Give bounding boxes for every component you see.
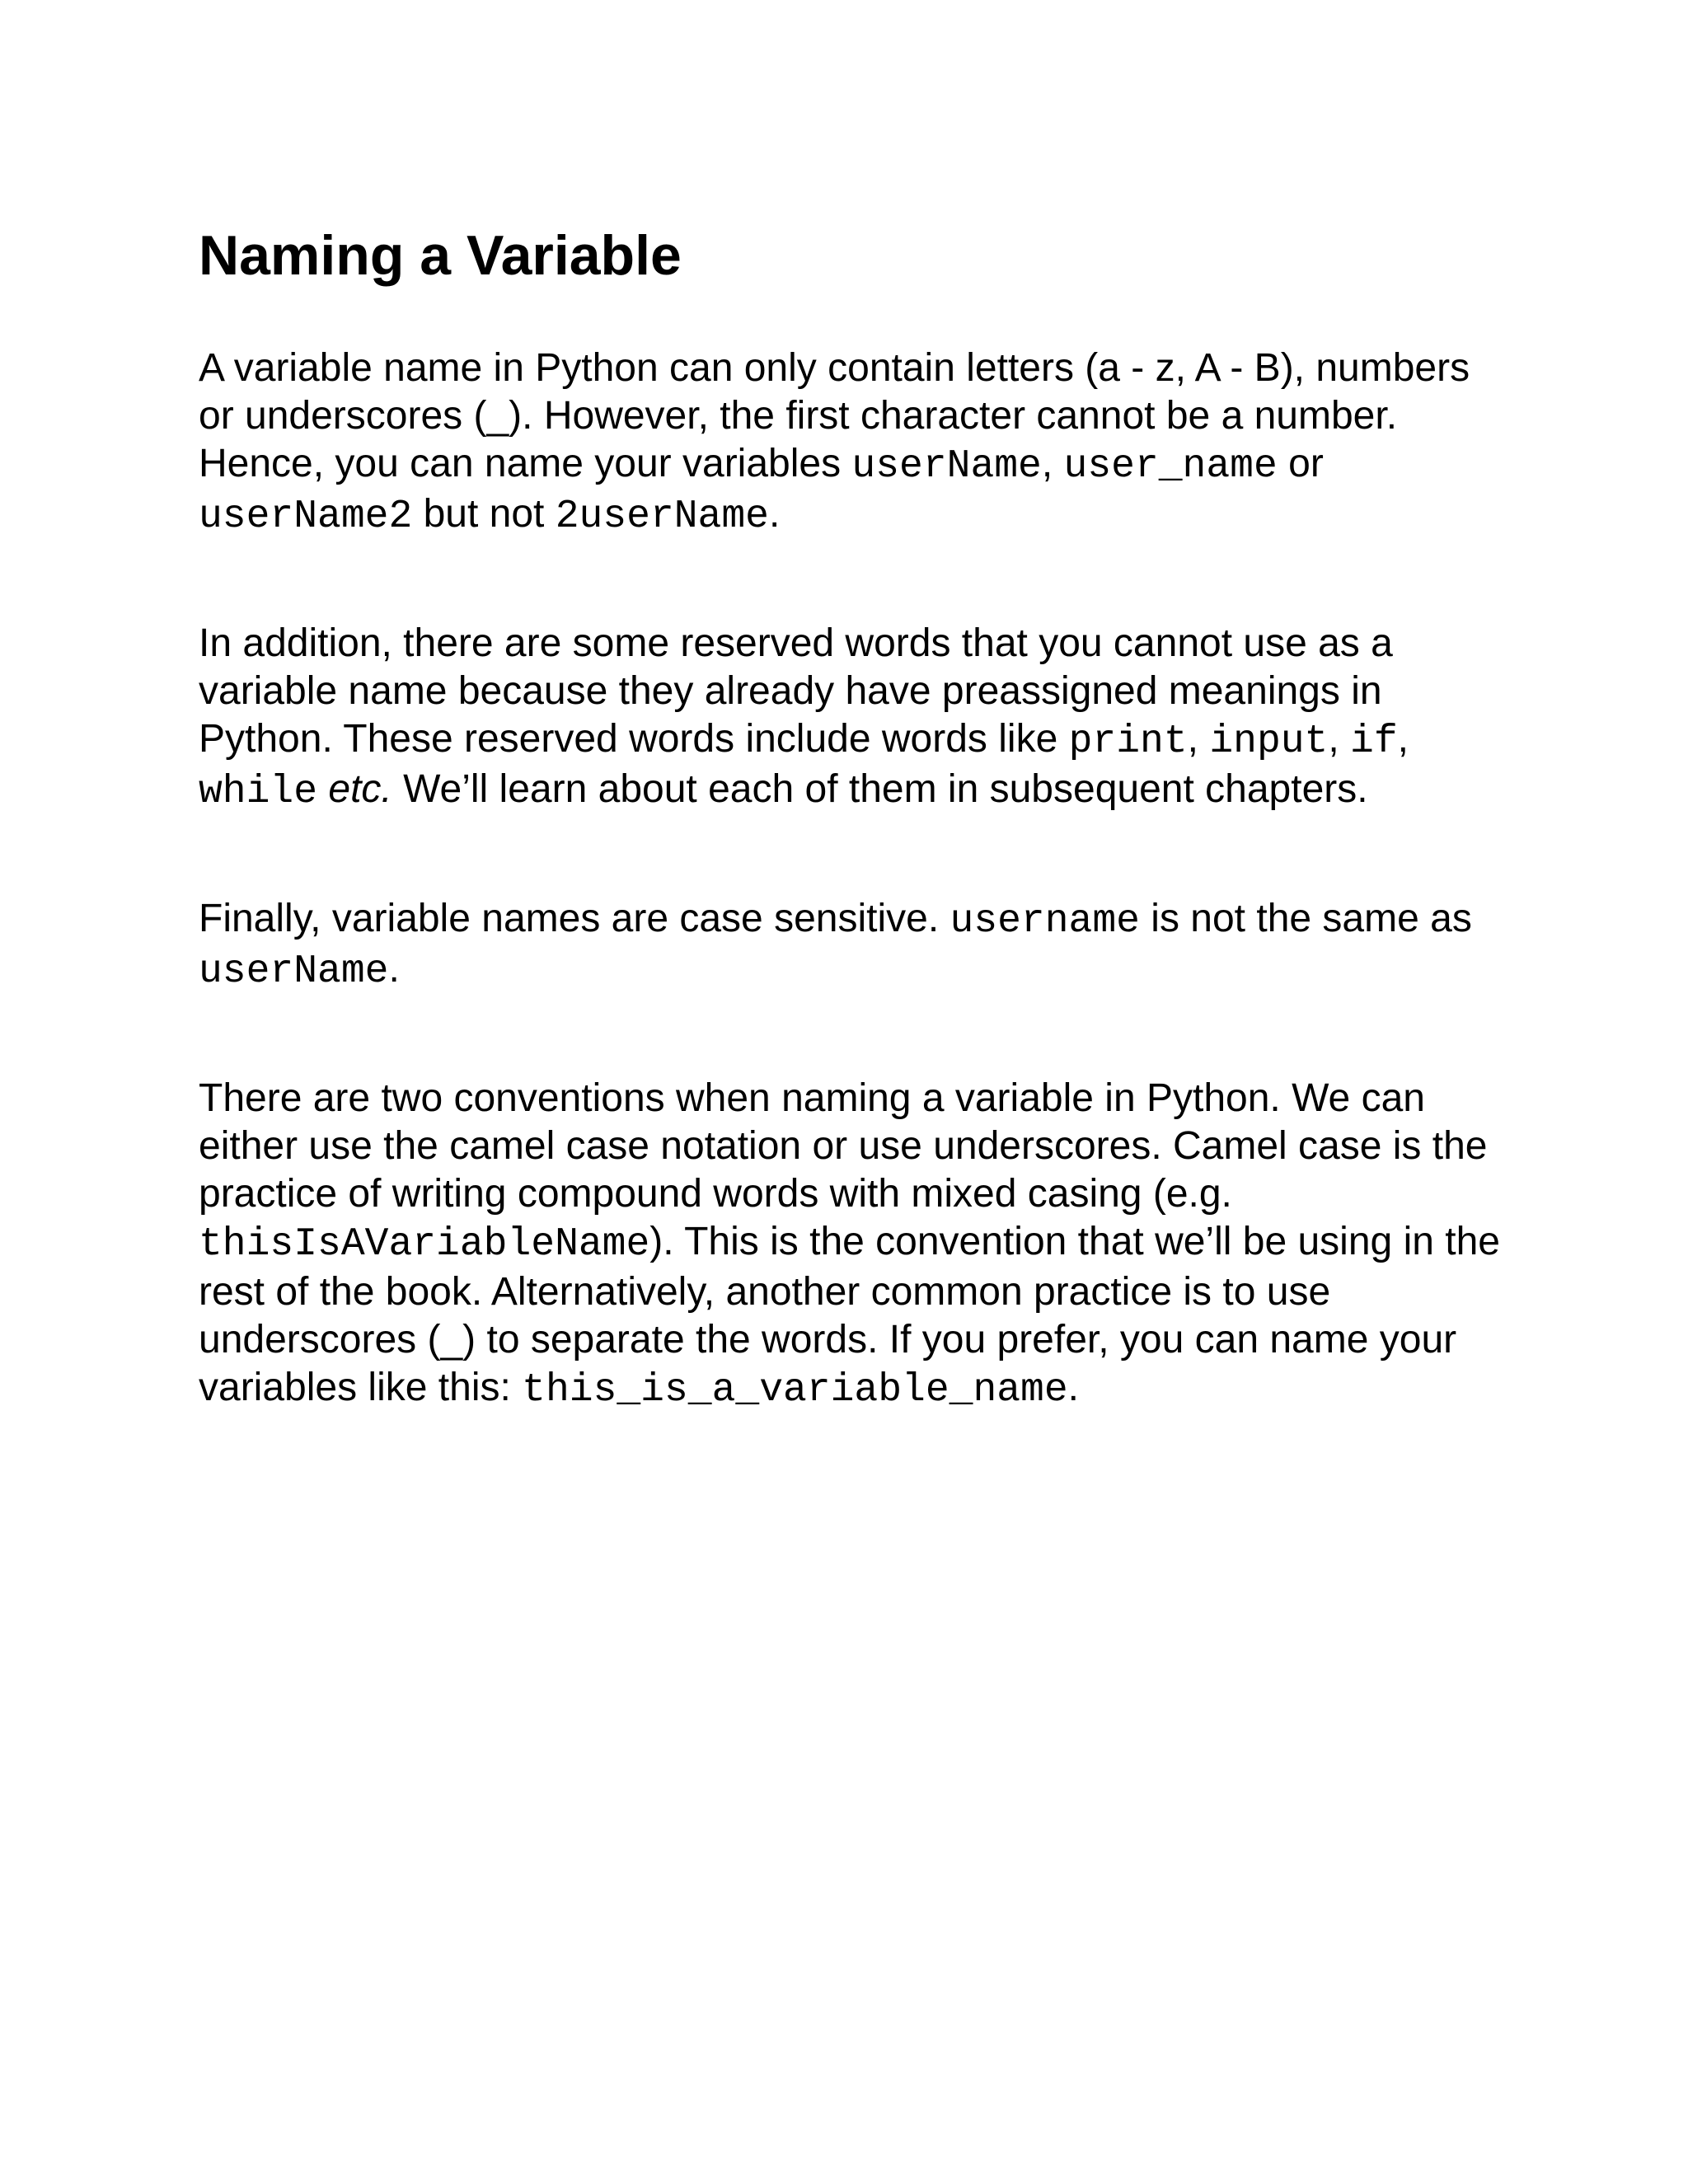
code-user-name: user_name	[1063, 444, 1278, 489]
code-username: userName	[851, 444, 1042, 489]
document-page	[199, 221, 1501, 1414]
code-username-lower: username	[950, 899, 1140, 944]
text-span: .	[768, 492, 781, 536]
code-camel-case-example: thisIsAVariableName	[199, 1222, 650, 1267]
text-span: A variable name in Python can only contain letters (a - z, A - B), numbers or underscores (_). However, the first character cannot be a number. Hence, you can name your variables	[199, 346, 1470, 485]
paragraph-variable-name-rules	[199, 344, 1501, 541]
text-span: ,	[1328, 717, 1351, 761]
text-span: Finally, variable names are case sensitive.	[199, 897, 950, 940]
code-print: print	[1068, 719, 1188, 764]
text-span: ,	[1041, 442, 1064, 485]
text-span: ,	[1397, 717, 1409, 761]
paragraph-naming-conventions	[199, 1075, 1501, 1414]
code-while: while	[199, 770, 318, 814]
italic-etc: etc.	[328, 767, 392, 811]
paragraph-case-sensitive	[199, 895, 1501, 996]
text-span: or	[1277, 442, 1324, 485]
code-username-camel: userName	[199, 949, 389, 994]
code-underscore-example: this_is_a_variable_name	[522, 1368, 1068, 1413]
text-span: is not the same as	[1139, 897, 1472, 940]
code-username2: userName2	[199, 494, 413, 539]
text-span: We’ll learn about each of them in subsequent chapters.	[392, 767, 1368, 811]
text-span: ,	[1187, 717, 1210, 761]
text-span: There are two conventions when naming a variable in Python. We can either use the camel case notation or use underscores. Camel case is the practice of writing compound words with mixed casing (e.g.	[199, 1076, 1488, 1216]
text-span	[317, 767, 328, 811]
code-input: input	[1209, 719, 1329, 764]
code-if: if	[1350, 719, 1398, 764]
text-span: ). This is the convention that we’ll be using in the rest of the book. Alternatively, another common practice is to use underscores (_) to separate the words. If you prefer, you can name your variables like this:	[199, 1220, 1500, 1409]
code-2username: 2userName	[555, 494, 769, 539]
text-span: but not	[412, 492, 556, 536]
section-title: Naming a Variable	[199, 224, 682, 287]
text-span: In addition, there are some reserved words that you cannot use as a variable name because they already have preassigned meanings in Python. These reserved words include words like	[199, 621, 1393, 761]
paragraph-reserved-words	[199, 620, 1501, 816]
text-span: .	[1067, 1366, 1080, 1409]
text-span: .	[388, 947, 400, 991]
